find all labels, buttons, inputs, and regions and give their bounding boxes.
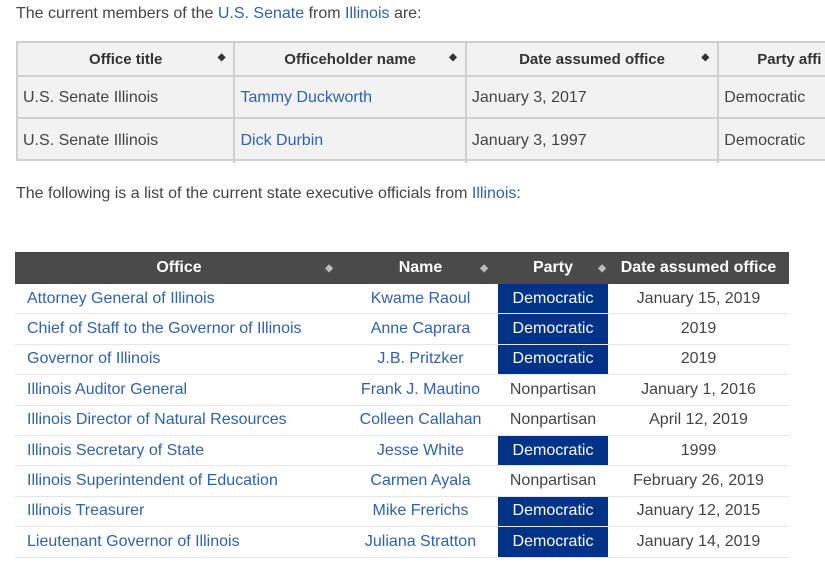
party-cell: Democratic	[498, 497, 608, 526]
date-cell: 2019	[680, 350, 717, 368]
executive-intro-text	[16, 184, 521, 204]
table-row	[18, 75, 825, 119]
party-cell: Democratic	[498, 527, 608, 556]
officeholder-link[interactable]: Tammy Duckworth	[240, 89, 373, 106]
official-name-link[interactable]: Anne Caprara	[370, 320, 471, 338]
official-name-link[interactable]: Mike Frerichs	[372, 502, 469, 520]
table-row	[15, 284, 789, 314]
date-cell: January 3, 2017	[467, 77, 719, 119]
office-link[interactable]: Illinois Superintendent of Education	[27, 472, 278, 490]
office-link[interactable]: Illinois Director of Natural Resources	[27, 411, 287, 429]
sort-arrows-icon[interactable]: ◆	[480, 262, 488, 274]
illinois-link[interactable]: Illinois	[471, 185, 517, 202]
table-row	[15, 497, 789, 527]
table-row	[15, 527, 789, 557]
date-cell: February 26, 2019	[633, 472, 764, 490]
illinois-link[interactable]: Illinois	[345, 5, 390, 22]
senate-members-table	[16, 41, 825, 161]
date-cell: January 15, 2019	[636, 289, 761, 307]
table-row	[15, 466, 789, 496]
party-cell: Democratic	[724, 89, 806, 106]
official-name-link[interactable]: Frank J. Mautino	[360, 380, 481, 398]
office-link[interactable]: Illinois Secretary of State	[27, 441, 204, 459]
party-cell: Nonpartisan	[509, 411, 597, 429]
column-header-name[interactable]: Name ◆	[398, 259, 488, 276]
office-cell: U.S. Senate Illinois	[18, 77, 235, 119]
date-cell: January 14, 2019	[636, 532, 761, 550]
party-cell: Democratic	[498, 436, 608, 465]
official-name-link[interactable]: Carmen Ayala	[370, 472, 471, 490]
table-header-row	[15, 252, 789, 284]
office-link[interactable]: Illinois Auditor General	[27, 380, 188, 398]
date-cell: 2019	[680, 320, 717, 338]
us-senate-link[interactable]: U.S. Senate	[217, 5, 305, 22]
table-row	[15, 345, 789, 375]
column-header-officeholder-name[interactable]: Officeholder name ◆	[235, 43, 466, 75]
executive-officials-table	[15, 252, 789, 558]
date-cell: April 12, 2019	[649, 411, 748, 429]
column-header-date-assumed-office[interactable]: Date assumed office ◆	[467, 43, 719, 75]
sort-arrows-icon[interactable]: ◆	[217, 52, 226, 63]
table-row	[15, 436, 789, 466]
official-name-link[interactable]: Kwame Raoul	[370, 289, 471, 307]
sort-arrows-icon[interactable]: ◆	[701, 52, 710, 63]
column-header-party-affiliation[interactable]: Party affi	[757, 50, 822, 68]
executive-table-body	[15, 284, 789, 558]
office-link[interactable]: Governor of Illinois	[27, 350, 161, 368]
officeholder-link[interactable]: Dick Durbin	[240, 132, 324, 149]
date-cell: January 1, 2016	[641, 380, 756, 398]
table-row	[15, 375, 789, 405]
party-cell: Nonpartisan	[509, 472, 597, 490]
table-row	[15, 314, 789, 344]
table-row	[18, 117, 825, 163]
intro-text-part: are:	[389, 5, 422, 22]
sort-arrows-icon[interactable]: ◆	[449, 52, 457, 63]
party-cell: Democratic	[498, 345, 608, 374]
official-name-link[interactable]: Jesse White	[376, 441, 465, 459]
date-cell: 1999	[680, 441, 717, 459]
official-name-link[interactable]: Colleen Callahan	[359, 411, 482, 429]
party-cell: Democratic	[498, 314, 608, 343]
date-cell: January 3, 1997	[467, 119, 719, 163]
table-header-row	[18, 43, 825, 75]
official-name-link[interactable]: Juliana Stratton	[364, 532, 477, 550]
party-cell: Democratic	[724, 132, 806, 149]
table-row	[15, 406, 789, 436]
office-link[interactable]: Chief of Staff to the Governor of Illinois	[27, 320, 302, 338]
column-header-party[interactable]: Party ◆	[532, 259, 606, 276]
intro-text-part: The current members of the	[16, 5, 218, 22]
office-link[interactable]: Lieutenant Governor of Illinois	[27, 532, 240, 550]
date-cell: January 12, 2015	[636, 502, 761, 520]
intro-text-part: from	[304, 5, 346, 22]
senate-intro-text	[16, 4, 422, 24]
party-cell: Democratic	[498, 284, 608, 313]
sort-arrows-icon[interactable]: ◆	[598, 262, 606, 274]
sort-arrows-icon[interactable]: ◆	[325, 262, 333, 274]
official-name-link[interactable]: J.B. Pritzker	[377, 350, 464, 368]
column-header-office[interactable]: Office ◆	[156, 259, 333, 276]
intro-text-part: :	[516, 185, 521, 202]
party-cell: Nonpartisan	[509, 380, 597, 398]
office-cell: U.S. Senate Illinois	[18, 119, 235, 163]
office-link[interactable]: Attorney General of Illinois	[27, 289, 215, 307]
column-header-office-title[interactable]: Office title ◆	[18, 43, 235, 75]
column-header-date-assumed-office[interactable]: Date assumed office	[620, 259, 777, 276]
office-link[interactable]: Illinois Treasurer	[27, 502, 145, 520]
intro-text-part: The following is a list of the current state executive officials from	[16, 185, 472, 202]
